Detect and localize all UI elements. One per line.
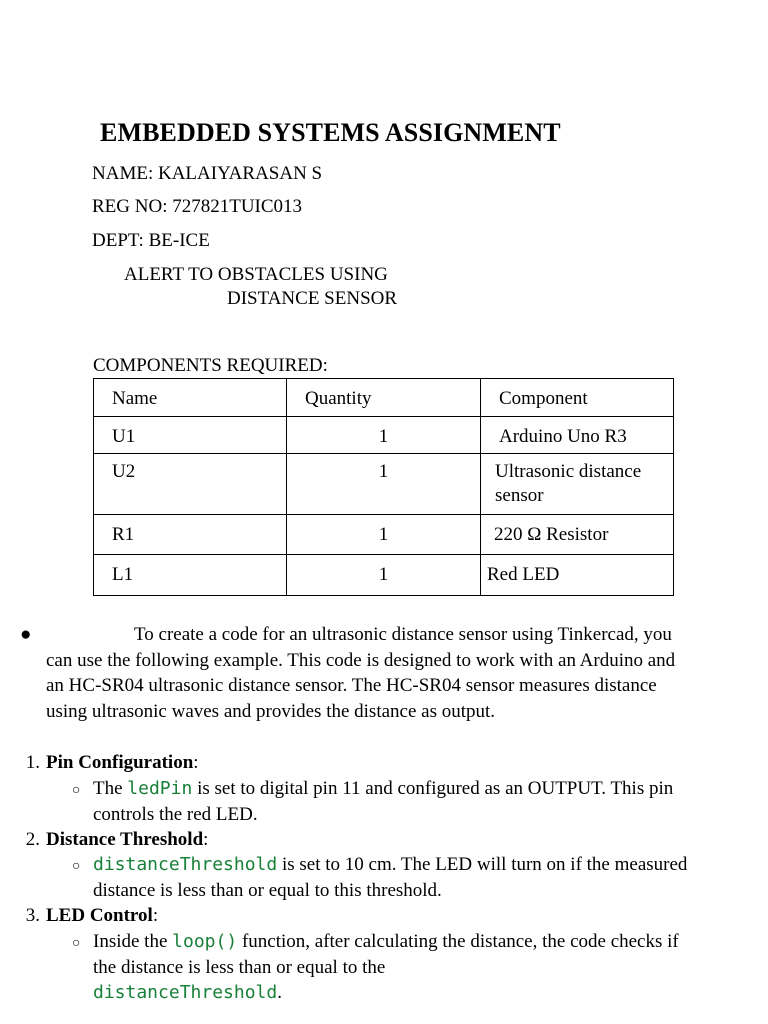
table-cell: Red LED: [481, 555, 674, 596]
table-cell: 220 Ω Resistor: [481, 515, 674, 555]
table-header-cell: Component: [481, 379, 674, 417]
table-cell: 1: [287, 417, 481, 454]
sub-list-text: The ledPin is set to digital pin 11 and configured as an OUTPUT. This pin controls the red LED.: [93, 778, 674, 825]
intro-paragraph: [46, 622, 686, 724]
intro-text: To create a code for an ultrasonic distance sensor using Tinkercad, you can use the following example. This code is designed to work with an Arduino and an HC-SR04 ultrasonic distance sensor. The HC-SR04 sensor measures distance using ultrasonic waves and provides the distance as output.: [46, 624, 676, 722]
project-title-line-2: DISTANCE SENSOR: [227, 288, 398, 309]
circle-bullet-icon: ○: [72, 783, 81, 798]
list-heading: Pin Configuration:: [46, 752, 199, 773]
circle-bullet-icon: ○: [72, 936, 81, 951]
page-title: EMBEDDED SYSTEMS ASSIGNMENT: [100, 118, 561, 147]
student-reg-no: REG NO: 727821TUIC013: [92, 196, 303, 217]
student-name: NAME: KALAIYARASAN S: [92, 163, 323, 184]
table-row: [94, 454, 674, 515]
table-header-cell: Quantity: [287, 379, 481, 417]
list-number: 3.: [25, 905, 40, 926]
table-cell: 1: [287, 555, 481, 596]
table-row: [94, 555, 674, 596]
inline-code: distanceThreshold: [93, 982, 278, 1004]
table-row: [94, 417, 674, 454]
table-cell: L1: [94, 555, 287, 596]
list-number: 1.: [25, 752, 40, 773]
components-table: [93, 378, 674, 596]
table-header-cell: Name: [94, 379, 287, 417]
list-number: 2.: [25, 829, 40, 850]
table-cell: 1: [287, 454, 481, 515]
list-heading: Distance Threshold:: [46, 829, 209, 850]
sub-list-text: Inside the loop() function, after calculating the distance, the code checks if the distance is less than or equal to the distanceThreshold.: [93, 931, 679, 1004]
project-title-line-1: ALERT TO OBSTACLES USING: [124, 264, 388, 285]
table-cell: 1: [287, 515, 481, 555]
inline-code: ledPin: [127, 778, 193, 799]
table-cell: Ultrasonic distance sensor: [481, 454, 674, 515]
inline-code: loop(): [172, 931, 238, 952]
list-heading: LED Control:: [46, 905, 159, 926]
table-row: [94, 515, 674, 555]
components-label: COMPONENTS REQUIRED:: [93, 355, 328, 376]
bullet-icon: ●: [20, 624, 32, 645]
table-cell: U1: [94, 417, 287, 454]
sub-list-text: distanceThreshold is set to 10 cm. The LED will turn on if the measured distance is less than or equal to this threshold.: [93, 854, 688, 901]
table-cell: U2: [94, 454, 287, 515]
table-cell: R1: [94, 515, 287, 555]
table-cell: Arduino Uno R3: [481, 417, 674, 454]
inline-code: distanceThreshold: [93, 854, 278, 875]
table-header-row: [94, 379, 674, 417]
student-dept: DEPT: BE-ICE: [92, 230, 210, 251]
circle-bullet-icon: ○: [72, 859, 81, 874]
